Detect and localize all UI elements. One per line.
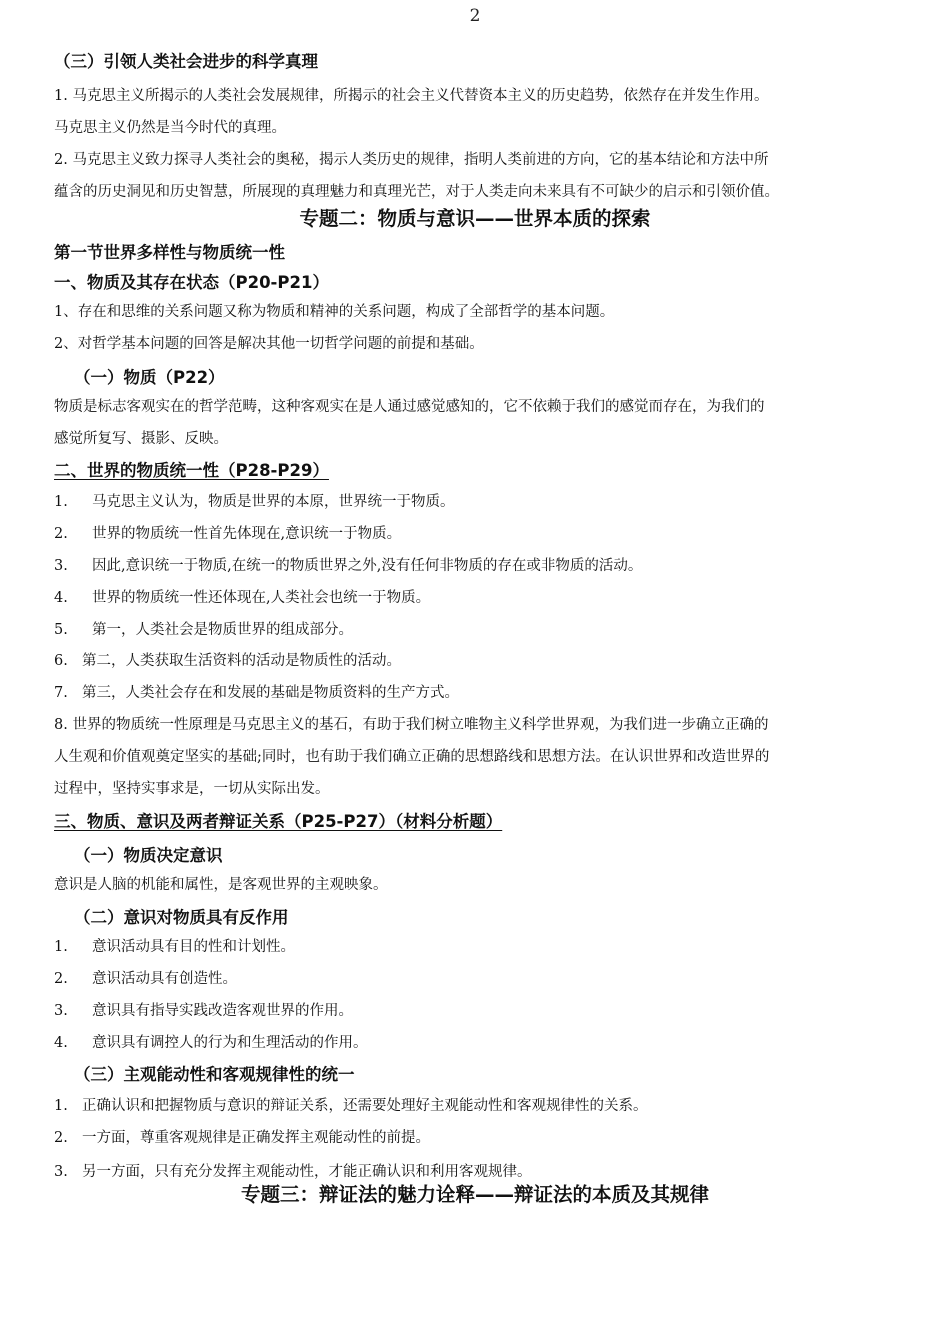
list-item [54,1162,910,1182]
item-number: 2. [54,971,68,987]
list-item [54,969,910,989]
paragraph-line: 过程中，坚持实事求是，一切从实际出发。 [54,781,330,797]
paragraph-line: 人生观和价值观奠定坚实的基础;同时，也有助于我们确立正确的思想路线和思想方法。在认识世界和改造世界的 [54,749,770,765]
list-item [54,683,910,703]
item-text: 另一方面，只有充分发挥主观能动性，才能正确认识和利用客观规律。 [82,1164,532,1180]
paragraph-line: 马克思主义仍然是当今时代的真理。 [54,120,286,136]
item-text: 第一，人类社会是物质世界的组成部分。 [92,622,353,638]
item-text: 意识具有调控人的行为和生理活动的作用。 [92,1035,368,1051]
list-item: 2、对哲学基本问题的回答是解决其他一切哲学问题的前提和基础。 [54,336,484,352]
sub-heading: （二）意识对物质具有反作用 [74,908,289,927]
sub-heading: （三）主观能动性和客观规律性的统一 [74,1065,355,1084]
item-text: 世界的物质统一性还体现在,人类社会也统一于物质。 [92,590,431,606]
item-number: 7. [54,685,68,701]
item-text: 一方面，尊重客观规律是正确发挥主观能动性的前提。 [82,1130,430,1146]
list-item [54,1128,910,1148]
page-number: 2 [469,6,481,26]
part-heading-text: 三、物质、意识及两者辩证关系（P25-P27）（材料分析题） [54,812,503,831]
item-number: 4. [54,590,68,606]
item-number: 2. [54,526,68,542]
item-text: 意识活动具有目的性和计划性。 [92,939,295,955]
paragraph-line: 8. 世界的物质统一性原理是马克思主义的基石，有助于我们树立唯物主义科学世界观，为我们进一步确立正确的 [54,717,769,733]
item-number: 1. [54,494,68,510]
item-number: 5. [54,622,68,638]
item-text: 正确认识和把握物质与意识的辩证关系，还需要处理好主观能动性和客观规律性的关系。 [82,1098,648,1114]
paragraph-line: 意识是人脑的机能和属性，是客观世界的主观映象。 [54,877,388,893]
item-number: 4. [54,1035,68,1051]
item-number: 1. [54,939,68,955]
item-number: 1. [54,1098,68,1114]
item-text: 因此,意识统一于物质,在统一的物质世界之外,没有任何非物质的存在或非物质的活动。 [92,558,643,574]
part-heading [54,460,910,482]
list-item [54,1033,910,1053]
section-heading: （三）引领人类社会进步的科学真理 [54,52,318,71]
item-text: 意识具有指导实践改造客观世界的作用。 [92,1003,353,1019]
list-item [54,1096,910,1116]
list-item [54,620,910,640]
sub-heading: （一）物质（P22） [74,368,225,387]
list-item [54,524,910,544]
item-text: 第三，人类社会存在和发展的基础是物质资料的生产方式。 [82,685,459,701]
part-heading [54,811,910,833]
sub-heading: （一）物质决定意识 [74,846,223,865]
list-item [54,588,910,608]
paragraph-line: 感觉所复写、摄影、反映。 [54,431,228,447]
item-number: 3. [54,1003,68,1019]
item-number: 3. [54,558,68,574]
list-item [54,1001,910,1021]
paragraph-line: 蕴含的历史洞见和历史智慧，所展现的真理魅力和真理光芒，对于人类走向未来具有不可缺少的启示和引领价值。 [54,184,779,200]
item-number: 6. [54,653,68,669]
item-number: 3. [54,1164,68,1180]
paragraph-line: 物质是标志客观实在的哲学范畴，这种客观实在是人通过感觉感知的，它不依赖于我们的感觉而存在，为我们的 [54,399,765,415]
list-item [54,492,910,512]
list-item [54,937,910,957]
item-text: 意识活动具有创造性。 [92,971,237,987]
item-text: 第二，人类获取生活资料的活动是物质性的活动。 [82,653,401,669]
paragraph-line: 1. 马克思主义所揭示的人类社会发展规律，所揭示的社会主义代替资本主义的历史趋势，依然存在并发生作用。 [54,88,769,104]
list-item [54,556,910,576]
topic-title: 专题三：辩证法的魅力诠释——辩证法的本质及其规律 [240,1183,709,1206]
section-title: 第一节世界多样性与物质统一性 [54,243,285,262]
item-text: 世界的物质统一性首先体现在,意识统一于物质。 [92,526,402,542]
list-item: 1、存在和思维的关系问题又称为物质和精神的关系问题，构成了全部哲学的基本问题。 [54,304,615,320]
part-heading-text: 二、世界的物质统一性（P28-P29） [54,461,329,480]
list-item [54,651,910,671]
part-heading: 一、物质及其存在状态（P20-P21） [54,273,329,292]
item-text: 马克思主义认为，物质是世界的本原，世界统一于物质。 [92,494,455,510]
item-number: 2. [54,1130,68,1146]
topic-title: 专题二：物质与意识——世界本质的探索 [299,207,651,230]
paragraph-line: 2. 马克思主义致力探寻人类社会的奥秘，揭示人类历史的规律，指明人类前进的方向，它的基本结论和方法中所 [54,152,769,168]
